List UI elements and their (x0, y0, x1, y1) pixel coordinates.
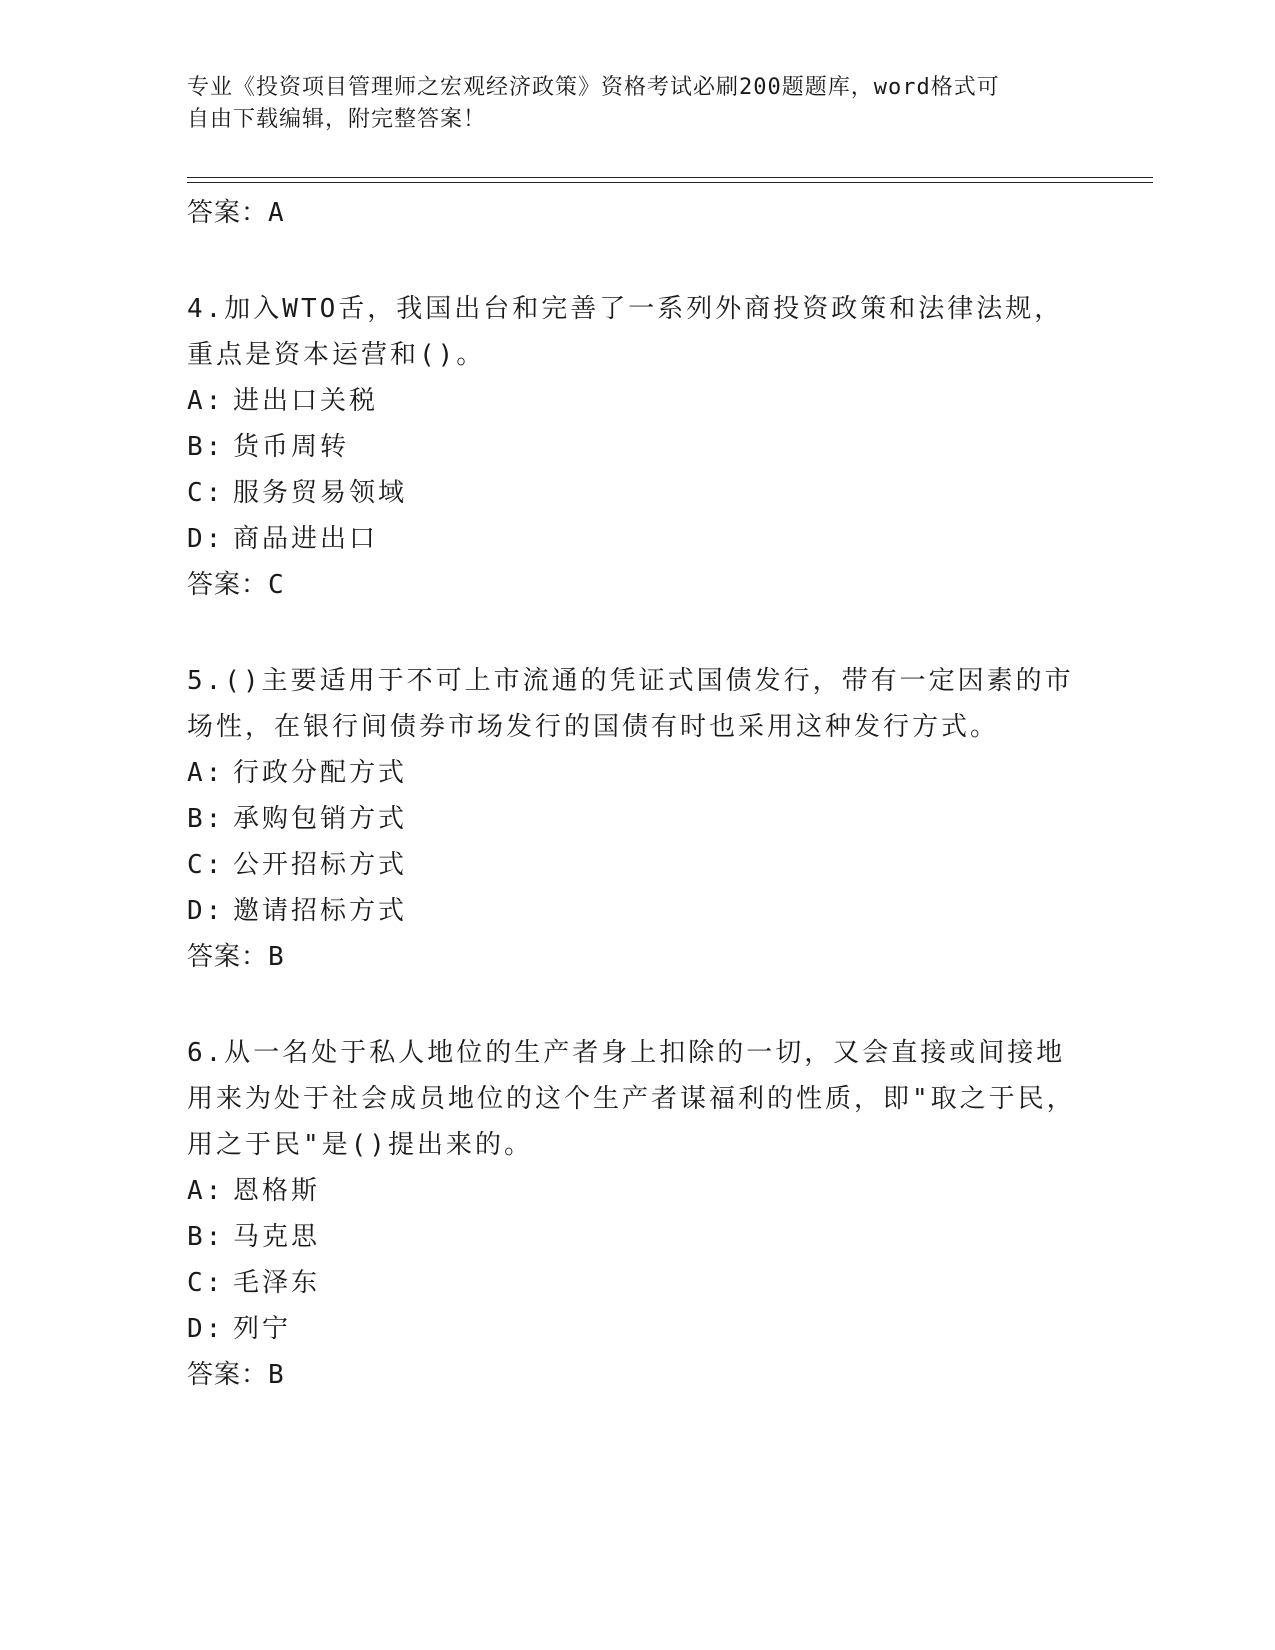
option-letter: A: (187, 1176, 225, 1206)
question-4-option-a (187, 378, 1087, 424)
question-6 (187, 1030, 1087, 1398)
option-text: 列宁 (233, 1314, 292, 1344)
document-header (187, 72, 1067, 136)
question-5-text-line: 5.()主要适用于不可上市流通的凭证式国债发行，带有一定因素的市 (187, 666, 1074, 696)
option-text: 进出口关税 (233, 386, 379, 416)
question-4 (187, 286, 1087, 608)
option-text: 货币周转 (233, 432, 350, 462)
previous-answer: 答案：A (187, 198, 285, 228)
option-text: 公开招标方式 (233, 850, 408, 880)
option-letter: D: (187, 1314, 225, 1344)
question-5-option-b (187, 796, 1087, 842)
question-6-text-line: 用来为处于社会成员地位的这个生产者谋福利的性质，即"取之于民， (187, 1084, 1076, 1114)
question-6-option-b (187, 1214, 1087, 1260)
option-letter: D: (187, 524, 225, 554)
question-6-text (187, 1030, 1087, 1168)
question-6-option-a (187, 1168, 1087, 1214)
question-5-option-d (187, 888, 1087, 934)
question-5-option-a (187, 750, 1087, 796)
question-5 (187, 658, 1087, 980)
option-letter: A: (187, 386, 225, 416)
header-line-2: 自由下载编辑，附完整答案！ (187, 107, 487, 132)
question-6-answer: 答案：B (187, 1360, 285, 1390)
question-4-text-line: 重点是资本运营和()。 (187, 340, 486, 370)
option-letter: B: (187, 804, 225, 834)
option-text: 商品进出口 (233, 524, 379, 554)
question-5-answer: 答案：B (187, 942, 285, 972)
option-text: 毛泽东 (233, 1268, 321, 1298)
option-text: 邀请招标方式 (233, 896, 408, 926)
question-5-text (187, 658, 1087, 750)
header-line-1: 专业《投资项目管理师之宏观经济政策》资格考试必刷200题题库，word格式可 (187, 75, 1000, 100)
question-4-text (187, 286, 1087, 378)
question-5-option-c (187, 842, 1087, 888)
header-divider-top (187, 177, 1153, 178)
question-4-option-d (187, 516, 1087, 562)
option-letter: A: (187, 758, 225, 788)
option-letter: C: (187, 850, 225, 880)
question-4-option-b (187, 424, 1087, 470)
option-letter: B: (187, 432, 225, 462)
option-text: 马克思 (233, 1222, 321, 1252)
option-text: 承购包销方式 (233, 804, 408, 834)
question-4-option-c (187, 470, 1087, 516)
option-letter: C: (187, 1268, 225, 1298)
question-6-option-d (187, 1306, 1087, 1352)
option-text: 恩格斯 (233, 1176, 321, 1206)
question-list (187, 190, 1087, 1398)
option-letter: B: (187, 1222, 225, 1252)
question-6-option-c (187, 1260, 1087, 1306)
question-4-text-line: 4.加入WTO舌，我国出台和完善了一系列外商投资政策和法律法规， (187, 294, 1064, 324)
question-5-text-line: 场性，在银行间债券市场发行的国债有时也采用这种发行方式。 (187, 712, 1000, 742)
header-divider-bottom (187, 182, 1153, 183)
question-4-answer: 答案：C (187, 570, 285, 600)
question-6-text-line: 用之于民"是()提出来的。 (187, 1130, 533, 1160)
option-text: 行政分配方式 (233, 758, 408, 788)
option-letter: D: (187, 896, 225, 926)
question-6-text-line: 6.从一名处于私人地位的生产者身上扣除的一切，又会直接或间接地 (187, 1038, 1066, 1068)
option-letter: C: (187, 478, 225, 508)
option-text: 服务贸易领域 (233, 478, 408, 508)
